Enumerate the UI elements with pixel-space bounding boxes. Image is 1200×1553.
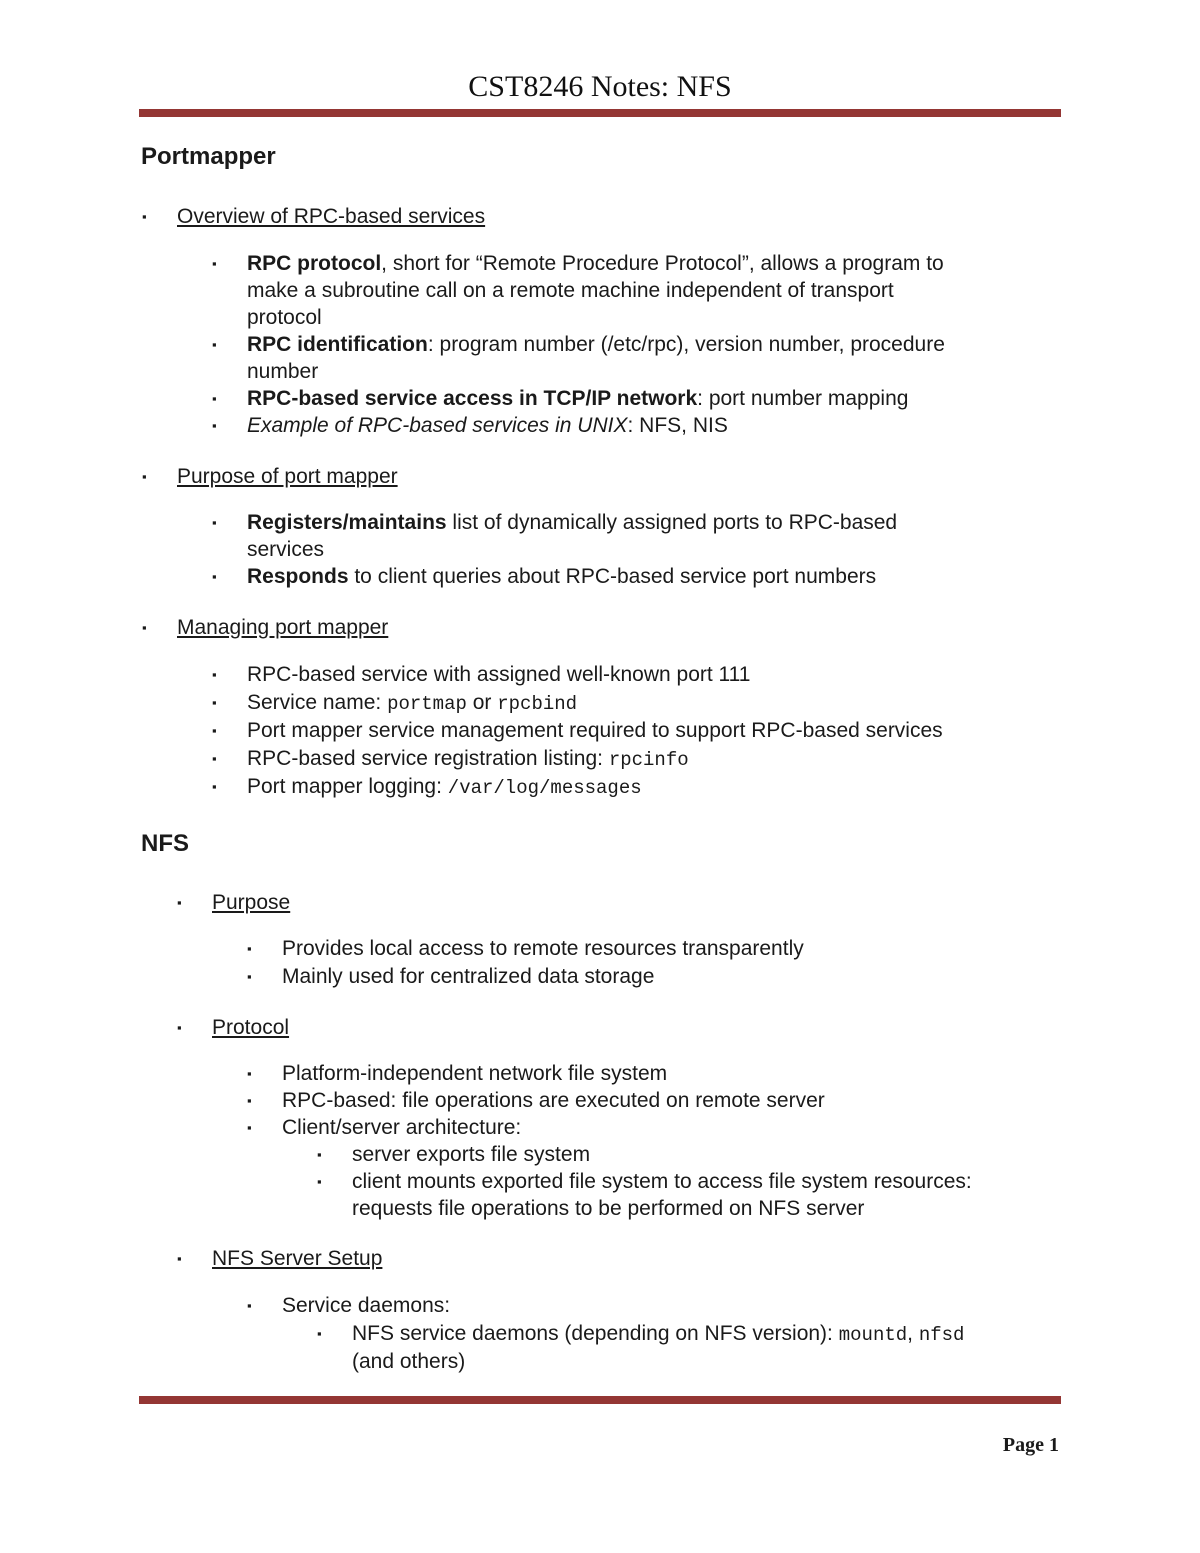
sub-list-item: client mounts exported file system to access file system resources: xyxy=(352,1170,972,1193)
bullet-marker: ▪ xyxy=(247,1066,252,1081)
bullet-marker: ▪ xyxy=(212,418,217,433)
bullet-marker: ▪ xyxy=(177,1020,182,1035)
list-item-continuation: make a subroutine call on a remote machine independent of transport xyxy=(247,279,894,302)
page-title: CST8246 Notes: NFS xyxy=(468,70,732,103)
bullet-marker: ▪ xyxy=(247,1120,252,1135)
bullet-marker: ▪ xyxy=(317,1174,322,1189)
list-item: Service name: portmap or rpcbind xyxy=(247,691,578,715)
sub-list-item: NFS service daemons (depending on NFS version): mountd, nfsd xyxy=(352,1322,965,1346)
bullet-marker: ▪ xyxy=(317,1326,322,1341)
list-item: Port mapper logging: /var/log/messages xyxy=(247,775,642,799)
sub-list-item-continuation: requests file operations to be performed on NFS server xyxy=(352,1197,865,1220)
section-heading-portmapper: Portmapper xyxy=(141,143,276,170)
header-rule xyxy=(139,109,1061,117)
list-item-continuation: number xyxy=(247,360,319,383)
list-item-continuation: services xyxy=(247,538,325,561)
list-item: Provides local access to remote resources transparently xyxy=(282,937,804,960)
bullet-marker: ▪ xyxy=(247,1298,252,1313)
bullet-marker: ▪ xyxy=(247,1093,252,1108)
bullet-marker: ▪ xyxy=(247,969,252,984)
bullet-marker: ▪ xyxy=(212,695,217,710)
topic-heading-nfs-server-setup: NFS Server Setup xyxy=(212,1247,383,1270)
footer-rule xyxy=(139,1396,1061,1404)
bullet-marker: ▪ xyxy=(317,1147,322,1162)
bullet-marker: ▪ xyxy=(142,620,147,635)
bullet-marker: ▪ xyxy=(212,667,217,682)
topic-heading-managing-port-mapper: Managing port mapper xyxy=(177,616,389,639)
sub-list-item-continuation: (and others) xyxy=(352,1350,466,1373)
bullet-marker: ▪ xyxy=(212,256,217,271)
list-item: RPC-based: file operations are executed on remote server xyxy=(282,1089,825,1112)
topic-heading-purpose-port-mapper: Purpose of port mapper xyxy=(177,465,398,488)
list-item: Mainly used for centralized data storage xyxy=(282,965,655,988)
bullet-marker: ▪ xyxy=(142,469,147,484)
list-item: RPC identification: program number (/etc/rpc), version number, procedure xyxy=(247,333,945,356)
list-item: Platform-independent network file system xyxy=(282,1062,668,1085)
list-item: RPC-based service registration listing: rpcinfo xyxy=(247,747,689,771)
bullet-marker: ▪ xyxy=(212,569,217,584)
section-heading-nfs: NFS xyxy=(141,830,189,857)
topic-heading-protocol: Protocol xyxy=(212,1016,290,1039)
list-item: Example of RPC-based services in UNIX: NFS, NIS xyxy=(247,414,728,437)
bullet-marker: ▪ xyxy=(212,337,217,352)
list-item-continuation: protocol xyxy=(247,306,322,329)
list-item: Registers/maintains list of dynamically assigned ports to RPC-based xyxy=(247,511,898,534)
list-item: Client/server architecture: xyxy=(282,1116,522,1139)
bullet-marker: ▪ xyxy=(212,751,217,766)
topic-heading-overview: Overview of RPC-based services xyxy=(177,205,486,228)
list-item: Port mapper service management required to support RPC-based services xyxy=(247,719,943,742)
bullet-marker: ▪ xyxy=(177,1251,182,1266)
sub-list-item: server exports file system xyxy=(352,1143,591,1166)
list-item: Responds to client queries about RPC-based service port numbers xyxy=(247,565,877,588)
bullet-marker: ▪ xyxy=(142,209,147,224)
bullet-marker: ▪ xyxy=(212,723,217,738)
list-item: RPC-based service access in TCP/IP network: port number mapping xyxy=(247,387,909,410)
bullet-marker: ▪ xyxy=(247,941,252,956)
bullet-marker: ▪ xyxy=(212,779,217,794)
topic-heading-nfs-purpose: Purpose xyxy=(212,891,291,914)
list-item: RPC-based service with assigned well-known port 111 xyxy=(247,663,751,686)
bullet-marker: ▪ xyxy=(212,391,217,406)
page-number: Page 1 xyxy=(1002,1434,1059,1456)
bullet-marker: ▪ xyxy=(177,895,182,910)
bullet-marker: ▪ xyxy=(212,515,217,530)
list-item: RPC protocol, short for “Remote Procedure Protocol”, allows a program to xyxy=(247,252,944,275)
list-item: Service daemons: xyxy=(282,1294,451,1317)
